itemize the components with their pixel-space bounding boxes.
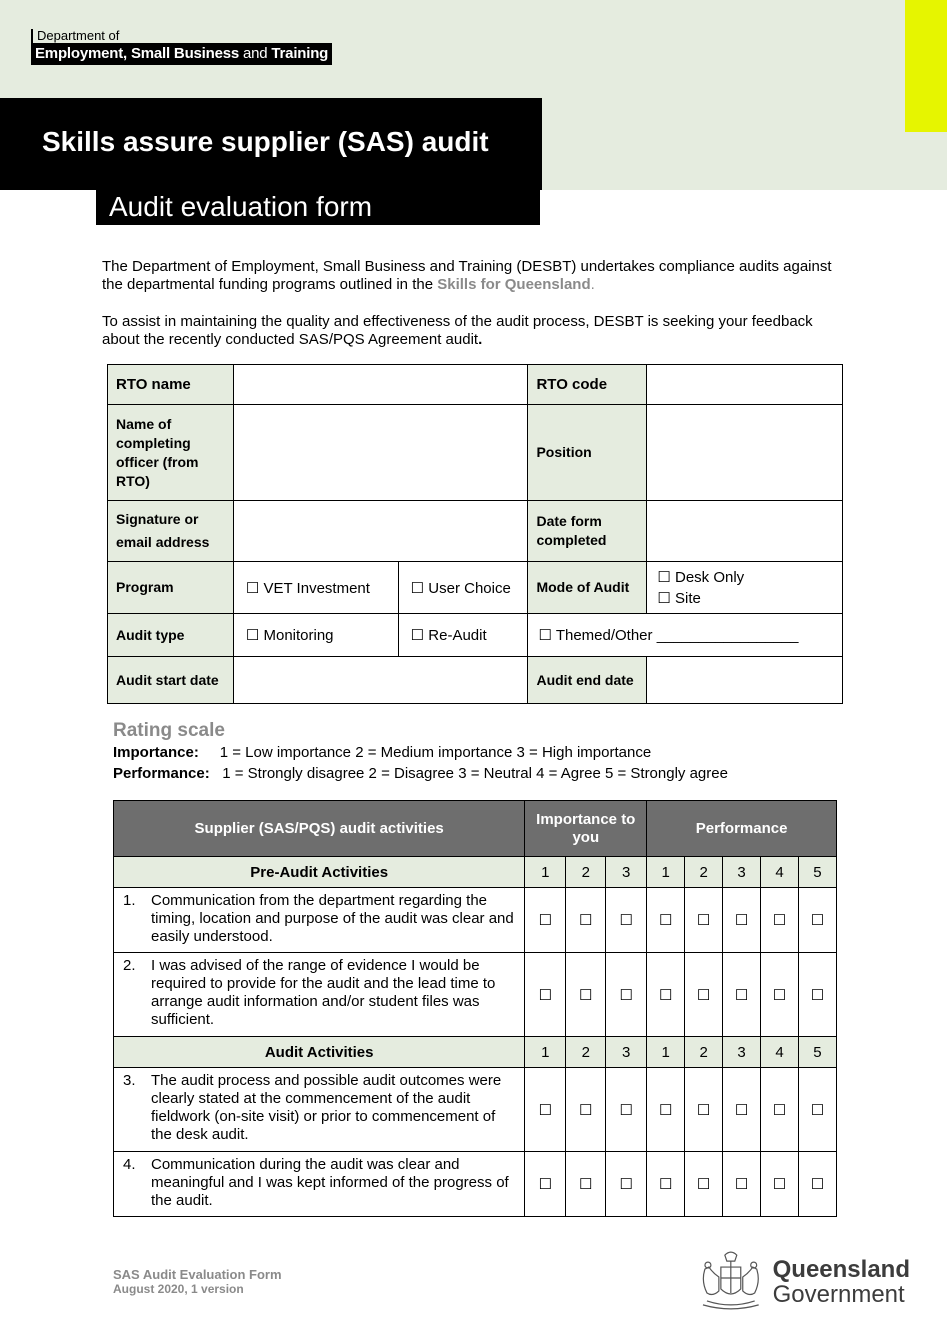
footer xyxy=(113,1267,282,1296)
section-title: Audit Activities xyxy=(114,1037,525,1068)
coat-of-arms-icon xyxy=(695,1247,767,1317)
rating-checkbox[interactable]: ☐ xyxy=(647,953,685,1037)
site-checkbox[interactable]: ☐ Site xyxy=(657,589,701,607)
audit-type-label: Audit type xyxy=(108,614,234,657)
rating-checkbox[interactable]: ☐ xyxy=(723,888,761,953)
performance-scale: Performance: 1 = Strongly disagree 2 = Disagree 3 = Neutral 4 = Agree 5 = Strongly agree xyxy=(113,765,728,782)
rating-checkbox[interactable]: ☐ xyxy=(685,888,723,953)
question-cell: 2. I was advised of the range of evidence I would be required to provide for the audit and the lead time to arrange audit information and/or student files was sufficient. xyxy=(114,953,525,1037)
question-cell: 1. Communication from the department regarding the timing, location and purpose of the audit was clear and easily understood. xyxy=(114,888,525,953)
rating-scale-title: Rating scale xyxy=(113,720,225,741)
qld-wordmark: Queensland Government xyxy=(772,1256,910,1308)
rto-code-label: RTO code xyxy=(528,365,647,405)
performance-column-header: Performance xyxy=(647,801,837,857)
title-block xyxy=(0,98,542,190)
rating-checkbox[interactable]: ☐ xyxy=(566,888,606,953)
activities-rating-table xyxy=(113,800,837,1217)
mode-of-audit-label: Mode of Audit xyxy=(528,562,647,614)
themed-other-checkbox[interactable]: ☐ Themed/Other _________________ xyxy=(528,614,843,657)
section-row-pre-audit xyxy=(114,857,837,888)
rto-code-field[interactable] xyxy=(647,365,843,405)
scale-number: 4 xyxy=(761,1037,799,1068)
scale-number: 1 xyxy=(525,1037,566,1068)
question-cell: 4. Communication during the audit was clear and meaningful and I was kept informed of the progress of the audit. xyxy=(114,1152,525,1217)
rating-checkbox[interactable]: ☐ xyxy=(647,1068,685,1152)
scale-number: 3 xyxy=(723,857,761,888)
date-completed-label: Date form completed xyxy=(528,501,647,562)
scale-number: 5 xyxy=(798,1037,836,1068)
audit-end-label: Audit end date xyxy=(528,657,647,704)
audit-end-field[interactable] xyxy=(647,657,843,704)
department-logo xyxy=(31,29,332,65)
rating-checkbox[interactable]: ☐ xyxy=(685,1152,723,1217)
rating-checkbox[interactable]: ☐ xyxy=(723,1152,761,1217)
vet-investment-checkbox[interactable]: ☐ VET Investment xyxy=(233,562,398,614)
scale-number: 2 xyxy=(566,857,606,888)
rating-checkbox[interactable]: ☐ xyxy=(606,1068,647,1152)
rating-checkbox[interactable]: ☐ xyxy=(566,1068,606,1152)
rating-checkbox[interactable]: ☐ xyxy=(685,1068,723,1152)
rating-checkbox[interactable]: ☐ xyxy=(798,888,836,953)
rating-checkbox[interactable]: ☐ xyxy=(566,1152,606,1217)
rating-checkbox[interactable]: ☐ xyxy=(525,1068,566,1152)
rating-checkbox[interactable]: ☐ xyxy=(761,1068,799,1152)
rating-checkbox[interactable]: ☐ xyxy=(525,1152,566,1217)
rating-checkbox[interactable]: ☐ xyxy=(606,953,647,1037)
rating-checkbox[interactable]: ☐ xyxy=(685,953,723,1037)
dept-line1: Department of xyxy=(31,29,332,43)
rating-checkbox[interactable]: ☐ xyxy=(647,888,685,953)
rating-checkbox[interactable]: ☐ xyxy=(606,1152,647,1217)
re-audit-checkbox[interactable]: ☐ Re-Audit xyxy=(398,614,528,657)
question-row xyxy=(114,1068,837,1152)
scale-number: 1 xyxy=(525,857,566,888)
intro-paragraph-1: The Department of Employment, Small Business and Training (DESBT) undertakes compliance audits against the departmental funding programs outlined in the Skills for Queensland. xyxy=(102,258,832,293)
subtitle-block xyxy=(96,188,540,225)
dept-line2: Employment, Small Business and Training xyxy=(31,43,332,65)
scale-number: 3 xyxy=(606,857,647,888)
importance-column-header: Importance to you xyxy=(525,801,647,857)
scale-number: 3 xyxy=(723,1037,761,1068)
scale-number: 2 xyxy=(566,1037,606,1068)
question-row xyxy=(114,1152,837,1217)
accent-tab xyxy=(905,0,947,132)
intro-paragraph-2: To assist in maintaining the quality and effectiveness of the audit process, DESBT is seeking your feedback about the recently conducted SAS/PQS Agreement audit. xyxy=(102,313,813,348)
desk-only-checkbox[interactable]: ☐ Desk Only xyxy=(657,568,745,586)
rto-details-table xyxy=(107,364,843,704)
rating-checkbox[interactable]: ☐ xyxy=(761,953,799,1037)
signature-label: Signature or email address xyxy=(108,501,234,562)
completing-officer-label: Name of completing officer (from RTO) xyxy=(108,405,234,501)
rto-name-label: RTO name xyxy=(108,365,234,405)
page-title: Skills assure supplier (SAS) audit xyxy=(42,126,489,157)
scale-number: 3 xyxy=(606,1037,647,1068)
scale-number: 2 xyxy=(685,1037,723,1068)
rating-checkbox[interactable]: ☐ xyxy=(761,888,799,953)
footer-version: August 2020, 1 version xyxy=(113,1282,244,1296)
position-field[interactable] xyxy=(647,405,843,501)
audit-start-field[interactable] xyxy=(233,657,528,704)
position-label: Position xyxy=(528,405,647,501)
date-completed-field[interactable] xyxy=(647,501,843,562)
rating-checkbox[interactable]: ☐ xyxy=(566,953,606,1037)
section-row-audit xyxy=(114,1037,837,1068)
question-row xyxy=(114,953,837,1037)
scale-number: 4 xyxy=(761,857,799,888)
rating-checkbox[interactable]: ☐ xyxy=(606,888,647,953)
question-cell: 3. The audit process and possible audit outcomes were clearly stated at the commencement of the audit fieldwork (on-site visit) or prior to commencement of the desk audit. xyxy=(114,1068,525,1152)
scale-number: 1 xyxy=(647,857,685,888)
user-choice-checkbox[interactable]: ☐ User Choice xyxy=(398,562,528,614)
signature-field[interactable] xyxy=(233,501,528,562)
importance-scale: Importance: 1 = Low importance 2 = Medium importance 3 = High importance xyxy=(113,744,652,761)
audit-start-label: Audit start date xyxy=(108,657,234,704)
scale-number: 1 xyxy=(647,1037,685,1068)
footer-form-name: SAS Audit Evaluation Form xyxy=(113,1267,282,1282)
scale-number: 2 xyxy=(685,857,723,888)
rating-checkbox[interactable]: ☐ xyxy=(798,953,836,1037)
rating-checkbox[interactable]: ☐ xyxy=(647,1152,685,1217)
rto-name-field[interactable] xyxy=(233,365,528,405)
page-subtitle: Audit evaluation form xyxy=(109,191,373,222)
rating-checkbox[interactable]: ☐ xyxy=(798,1152,836,1217)
rating-checkbox[interactable]: ☐ xyxy=(525,953,566,1037)
rating-checkbox[interactable]: ☐ xyxy=(761,1152,799,1217)
mode-of-audit-options xyxy=(647,562,843,614)
activities-column-header: Supplier (SAS/PQS) audit activities xyxy=(114,801,525,857)
monitoring-checkbox[interactable]: ☐ Monitoring xyxy=(233,614,398,657)
queensland-government-logo xyxy=(695,1246,910,1318)
rating-checkbox[interactable]: ☐ xyxy=(723,1068,761,1152)
skills-for-queensland-link[interactable]: Skills for Queensland xyxy=(437,276,591,293)
rating-checkbox[interactable]: ☐ xyxy=(525,888,566,953)
program-label: Program xyxy=(108,562,234,614)
question-row xyxy=(114,888,837,953)
section-title: Pre-Audit Activities xyxy=(114,857,525,888)
rating-scale xyxy=(113,720,728,784)
scale-number: 5 xyxy=(798,857,836,888)
rating-checkbox[interactable]: ☐ xyxy=(723,953,761,1037)
rating-checkbox[interactable]: ☐ xyxy=(798,1068,836,1152)
completing-officer-field[interactable] xyxy=(233,405,528,501)
